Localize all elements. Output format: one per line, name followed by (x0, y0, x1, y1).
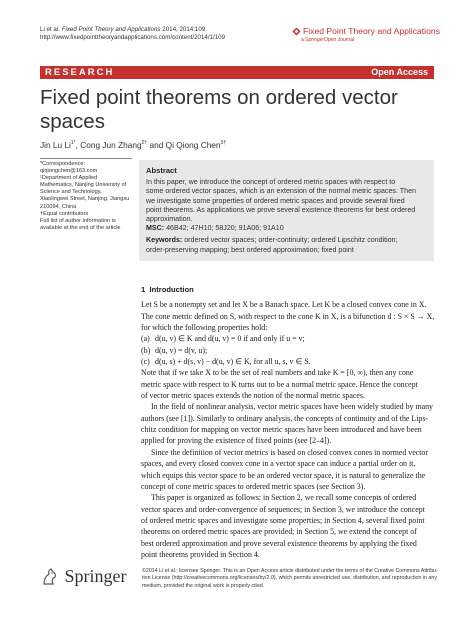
text-line: point theorems provided in Section 4. (141, 549, 260, 559)
list-item (141, 345, 437, 356)
paragraph-5 (141, 492, 437, 560)
list-marker: (c) (141, 357, 150, 367)
list-item (141, 333, 437, 344)
text-line: In the field of nonlinear analysis, vector metric spaces have been widely studied by many (151, 402, 433, 412)
msc-label: MSC: (146, 224, 165, 233)
paragraph-1 (141, 299, 437, 333)
article-type-banner (40, 66, 434, 79)
springer-horse-icon (40, 567, 60, 587)
springer-logo[interactable] (40, 566, 126, 587)
author-affiliation-mark: 1* (70, 140, 76, 147)
sidebar-line: Mathematics, Nanjing University of (40, 182, 127, 189)
text-line: chitz condition for mapping on vector metric spaces have been introduced and have been (141, 425, 422, 435)
section-number: 1 (141, 285, 146, 294)
header-volume: 2014, 2014:109 (162, 26, 206, 33)
text-line: Let S be a nonempty set and let X be a Banach space. Let K be a closed convex cone in X. (141, 300, 427, 310)
author-affiliation-mark: 3† (220, 140, 227, 147)
text-line: which equips this vector space to be an ordered vector space, it is natural to generalize the (141, 470, 426, 480)
list-text: d(u, s) + d(s, v) − d(u, v) ∈ K, for all u, s, v ∈ S. (155, 357, 311, 367)
property-list (141, 333, 437, 367)
paragraph-3 (141, 401, 437, 446)
section-title: Introduction (149, 285, 194, 294)
list-marker: (a) (141, 334, 150, 344)
article-body (141, 284, 437, 560)
title-line-2: spaces (40, 110, 105, 133)
abstract-heading: Abstract (146, 166, 177, 175)
text-line: Note that if we take X to be the set of real numbers and take K = [0, ∞), then any cone (141, 368, 414, 378)
open-access-label: Open Access (371, 67, 428, 77)
article-title (40, 86, 440, 134)
sidebar-line: 210094, China (40, 203, 77, 210)
text-line: metric space with respect to K turns out to be a normal metric space. Hence the concept (141, 379, 418, 389)
text-line: Since the definition of vector metrics is based on closed convex cones in normed vector (151, 447, 428, 457)
text-line: of vector metric spaces extends the notion of the normal metric spaces. (141, 391, 365, 401)
keywords-line (146, 236, 427, 245)
sidebar-line: Science and Technology, (40, 189, 102, 196)
sidebar-line: Xiaolingwei Street, Nanjing, Jiangsu (40, 196, 130, 203)
abstract-line: In this paper, we introduce the concept of ordered metric spaces with respect to (146, 178, 396, 187)
author-separator: , (75, 140, 81, 150)
keywords-value: ordered vector spaces; order-continuity; ordered Lipschitz condition; (182, 236, 398, 245)
author-name[interactable]: Cong Jun Zhang (80, 140, 142, 150)
author-list (40, 140, 226, 150)
license-line: tion License (http://creativecommons.org/licenses/by/2.0), which permits unrestricted use, distribution, and reproduction in any (142, 575, 438, 582)
text-line: This paper is organized as follows: in Section 2, we recall some concepts of ordered (151, 493, 417, 503)
springeropen-logo-icon (292, 27, 301, 36)
text-line: concept of cone metric spaces to ordered metric spaces (see Section 3). (141, 481, 366, 491)
article-type-label: RESEARCH (45, 67, 115, 78)
text-line: of ordered metric spaces and investigate some properties; in Section 4, several fixed point (141, 515, 425, 525)
section-heading (141, 284, 437, 295)
sidebar-line: available at the end of the article (40, 224, 121, 231)
author-name[interactable]: Jin Lu Li (40, 140, 71, 150)
sidebar-line: *Correspondence: (40, 161, 86, 167)
paragraph-4 (141, 447, 437, 492)
abstract-line: some ordered vector spaces, which is an extension of the normal metric spaces. Then (146, 187, 416, 196)
abstract-line: point theorems. As applications we prove several existence theorems for best ordered (146, 205, 416, 214)
abstract-line: we investigate some properties of ordered metric spaces and provide several fixed (146, 196, 405, 205)
msc-value: 46B42; 47H10; 58J20; 91A06; 91A10 (164, 224, 284, 233)
sidebar-line: †Equal contributors (40, 210, 89, 217)
journal-logo[interactable] (292, 26, 440, 43)
msc-line (146, 224, 427, 233)
sidebar-line: Full list of author information is (40, 217, 116, 224)
list-text: d(u, v) = d(v, u); (155, 345, 208, 355)
sidebar-line: ¹Department of Applied (40, 175, 98, 182)
author-affiliation-mark: 2† (141, 140, 148, 147)
author-name[interactable]: Qi Qiong Chen (165, 140, 221, 150)
license-line: medium, provided the original work is properly cited. (142, 582, 265, 589)
correspondence-email[interactable]: qiqiongchen@163.com (40, 168, 98, 175)
text-line: theorems on ordered metric spaces are provided; in Section 5, we extend the concept of (141, 527, 417, 537)
header-journal: Fixed Point Theory and Applications (61, 26, 161, 33)
text-line: best ordered approximation and prove several existence theorems by applying the fixed (141, 538, 417, 548)
text-line: spaces, and every closed convex cone in a vector space can induce a partial order on it, (141, 459, 416, 469)
license-line: ©2014 Li et al.; licensee Springer. This is an Open Access article distributed under the terms of the Creative Commons Attribu- (142, 568, 438, 574)
header-authors: Li et al. (40, 26, 60, 33)
springer-wordmark: Springer (64, 566, 127, 586)
text-line: for which the following properties hold: (141, 323, 268, 333)
header-url[interactable]: http://www.fixedpointtheoryandapplications.com/content/2014/1/109 (40, 34, 226, 41)
title-line-1: Fixed point theorems on ordered vector (40, 86, 398, 109)
text-line: The cone metric defined on S, with respect to the cone K in X, is a bifunction d : S × S → X, (141, 311, 435, 321)
journal-name: Fixed Point Theory and Applications (303, 26, 440, 36)
journal-subtitle: a SpringerOpen Journal (301, 37, 355, 44)
abstract-box (139, 160, 434, 261)
text-line: authors (see [1]). Similarly to ordinary analysis, the concepts of continuity and of the Lips- (141, 413, 429, 423)
list-item (141, 356, 437, 367)
text-line: vector spaces and order-convergence of sequences; in Section 3, we introduce the concept (141, 504, 425, 514)
correspondence-sidebar (40, 158, 132, 232)
author-separator: and (147, 140, 166, 150)
abstract-line: approximation. (146, 215, 193, 224)
keywords-label: Keywords: (146, 236, 183, 245)
keywords-line-2: order-preserving mapping; best ordered approximation; fixed point (146, 245, 354, 254)
paragraph-2 (141, 367, 437, 401)
license-text (142, 568, 438, 590)
list-text: d(u, v) ∈ K and d(u, v) = 0 if and only if u = v; (155, 334, 305, 344)
list-marker: (b) (141, 345, 151, 355)
text-line: applied for proving the existence of fixed points (see [2–4]). (141, 436, 332, 446)
running-header (40, 26, 225, 42)
